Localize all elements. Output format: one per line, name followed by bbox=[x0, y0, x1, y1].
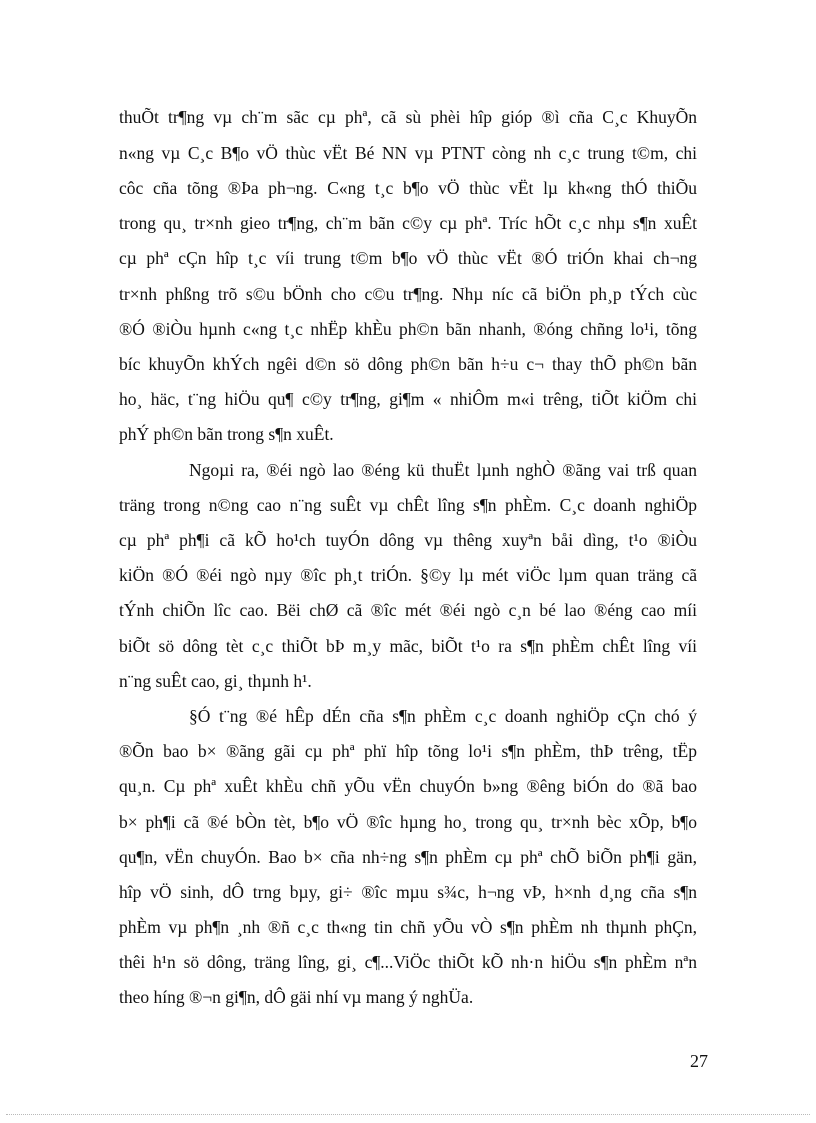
text-line: phÝ ph©n bãn trong s¶n xuÊt. bbox=[119, 424, 334, 444]
text-line: ho¸ häc, t¨ng hiÖu qu¶ c©y tr¶ng, gi¶m « nhiÔm m«i trêng, tiÕt kiÖm chi bbox=[119, 389, 697, 409]
text-line: qu¸n. Cµ phª xuÊt khÈu chñ yÕu vËn chuyÓn b»ng ®êng biÓn do ®ã bao bbox=[119, 776, 697, 796]
page-bottom-divider bbox=[6, 1114, 810, 1115]
text-line: thuÕt tr¶ng vµ ch¨m sãc cµ phª, cã sù phèi hîp gióp ®ì cña C¸c KhuyÕn bbox=[119, 107, 697, 127]
text-line: tÝnh chiÕn lîc cao. Bëi chØ cã ®îc mét ®éi ngò c¸n bé lao ®éng cao míi bbox=[119, 600, 697, 620]
text-line: trong qu¸ tr×nh gieo tr¶ng, ch¨m bãn c©y cµ phª. Tríc hÕt c¸c nhµ s¶n xuÊt bbox=[119, 213, 697, 233]
text-line: hîp vÖ sinh, dÔ trng bµy, gi÷ ®îc mµu s¾c, h¬ng vÞ, h×nh d¸ng cña s¶n bbox=[119, 882, 697, 902]
text-line: cµ phª cÇn hîp t¸c víi trung t©m b¶o vÖ thùc vËt ®Ó triÓn khai ch¬ng bbox=[119, 248, 697, 268]
text-line: tr×nh phßng trõ s©u bÖnh cho c©u tr¶ng. Nhµ níc cã biÖn ph¸p tÝch cùc bbox=[119, 284, 697, 304]
text-line: n¨ng suÊt cao, gi¸ thµnh h¹. bbox=[119, 671, 312, 691]
text-line: biÕt sö dông tèt c¸c thiÕt bÞ m¸y mãc, biÕt t¹o ra s¶n phÈm chÊt lîng víi bbox=[119, 636, 697, 656]
text-line: ®Ó ®iÒu hµnh c«ng t¸c nhËp khÈu ph©n bãn nhanh, ®óng chñng lo¹i, tõng bbox=[119, 319, 697, 339]
page-number: 27 bbox=[690, 1051, 708, 1071]
text-line: ®Õn bao b× ®ãng gãi cµ phª phï hîp tõng lo¹i s¶n phÈm, thÞ trêng, tËp bbox=[119, 741, 697, 761]
text-line: phÈm vµ ph¶n ¸nh ®ñ c¸c th«ng tin chñ yÕu vÒ s¶n phÈm nh thµnh phÇn, bbox=[119, 917, 697, 937]
text-line: träng trong n©ng cao n¨ng suÊt vµ chÊt lîng s¶n phÈm. C¸c doanh nghiÖp bbox=[119, 495, 697, 515]
text-line: côc cña tõng ®Þa ph¬ng. C«ng t¸c b¶o vÖ thùc vËt lµ kh«ng thÓ thiÕu bbox=[119, 178, 697, 198]
text-line: cµ phª ph¶i cã kÕ ho¹ch tuyÓn dông vµ thêng xuyªn båi dìng, t¹o ®iÒu bbox=[119, 530, 697, 550]
text-line: kiÖn ®Ó ®éi ngò nµy ®îc ph¸t triÓn. §©y lµ mét viÖc lµm quan träng cã bbox=[119, 565, 697, 585]
text-line: n«ng vµ C¸c B¶o vÖ thùc vËt Bé NN vµ PTNT còng nh c¸c trung t©m, chi bbox=[119, 143, 697, 163]
text-line: theo híng ®¬n gi¶n, dÔ gäi nhí vµ mang ý nghÜa. bbox=[119, 987, 474, 1007]
text-line: thêi h¹n sö dông, träng lîng, gi¸ c¶...ViÖc thiÕt kÕ nh·n hiÖu s¶n phÈm nªn bbox=[119, 952, 697, 972]
text-line: qu¶n, vËn chuyÓn. Bao b× cña nh÷ng s¶n phÈm cµ phª chÕ biÕn ph¶i gän, bbox=[119, 847, 697, 867]
text-line: bíc khuyÕn khÝch ngêi d©n sö dông ph©n bãn h÷u c¬ thay thÕ ph©n bãn bbox=[119, 354, 697, 374]
text-line: §Ó t¨ng ®é hÊp dÉn cña s¶n phÈm c¸c doanh nghiÖp cÇn chó ý bbox=[189, 706, 697, 726]
text-line: Ngoµi ra, ®éi ngò lao ®éng kü thuËt lµnh nghÒ ®ãng vai trß quan bbox=[189, 460, 697, 480]
text-line: b× ph¶i cã ®é bÒn tèt, b¶o vÖ ®îc hµng ho¸ trong qu¸ tr×nh bèc xÕp, b¶o bbox=[119, 812, 697, 832]
